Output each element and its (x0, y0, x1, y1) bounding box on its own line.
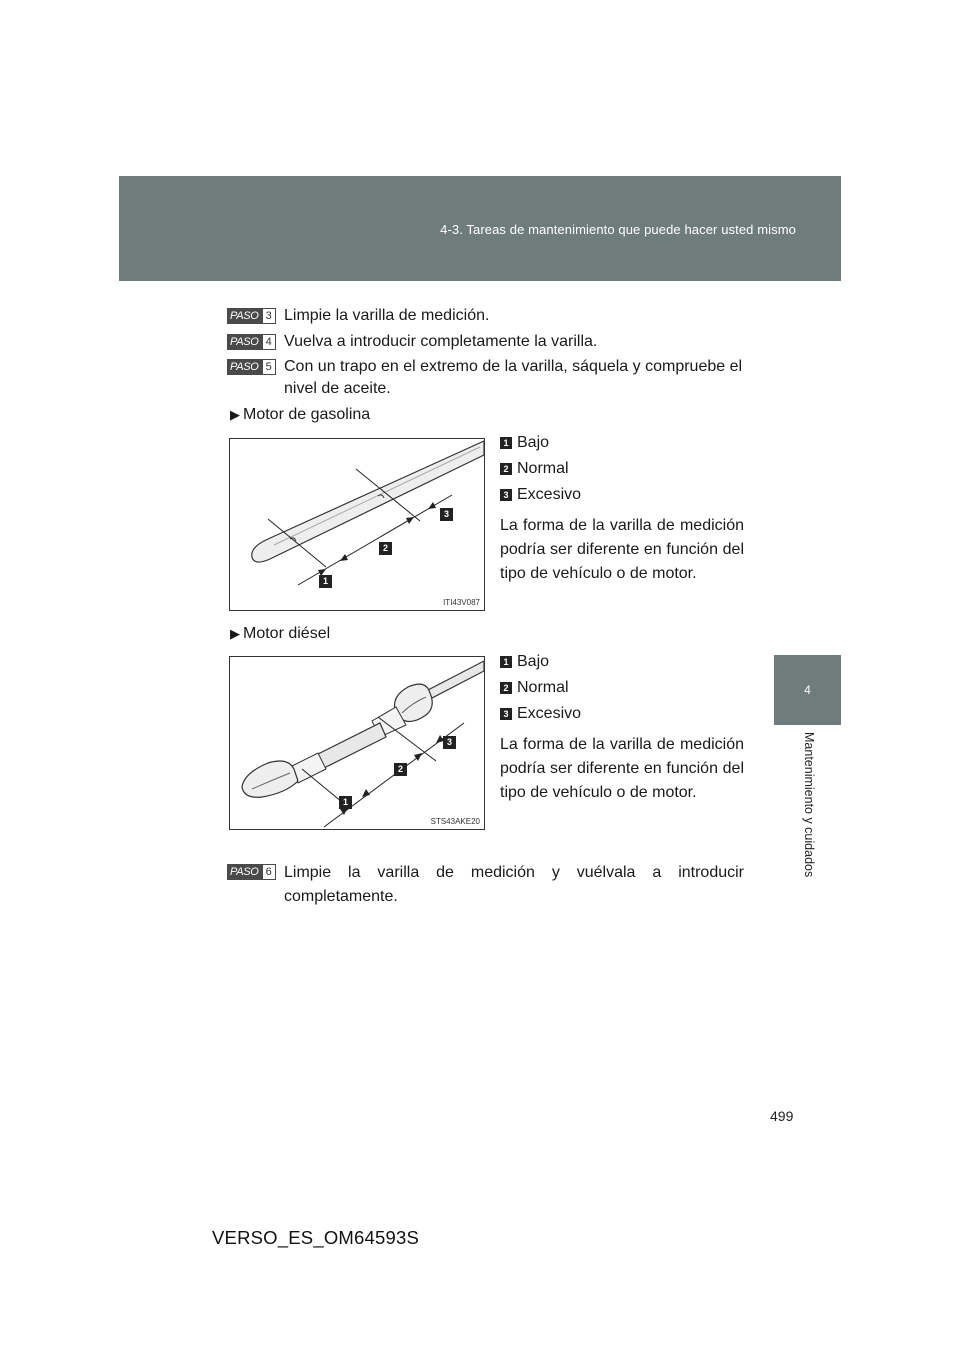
legend-item (500, 677, 744, 703)
engine-heading-diesel (230, 623, 330, 645)
callout-excessive: 3 (443, 736, 456, 749)
step-badge-number: 6 (262, 864, 276, 880)
dipstick-figure-gasoline (229, 438, 485, 611)
step-badge-label: PASO (227, 334, 262, 350)
legend-number-box: 3 (500, 708, 512, 720)
legend-number-box: 2 (500, 463, 512, 475)
figure-code: ITI43V087 (443, 598, 480, 607)
legend-item (500, 703, 744, 729)
step-text: Vuelva a introducir completamente la varilla. (284, 333, 598, 350)
step-badge (227, 359, 276, 375)
legend-label: Normal (517, 460, 569, 477)
legend-item (500, 458, 744, 484)
dipstick-figure-diesel (229, 656, 485, 830)
legend-item (500, 651, 744, 677)
chapter-tab-number: 4 (774, 655, 841, 725)
chapter-tab-title: Mantenimiento y cuidados (802, 732, 816, 878)
step-5 (227, 356, 744, 400)
step-3 (227, 305, 744, 327)
callout-normal: 2 (379, 542, 392, 555)
legend-diesel (500, 651, 744, 805)
section-header (119, 176, 841, 281)
step-badge (227, 308, 276, 324)
step-badge-number: 5 (262, 359, 276, 375)
figure-code: STS43AKE20 (430, 817, 480, 826)
callout-normal: 2 (394, 763, 407, 776)
step-badge (227, 334, 276, 350)
legend-item (500, 432, 744, 458)
document-code: VERSO_ES_OM64593S (212, 1227, 420, 1248)
step-text: Limpie la varilla de medición. (284, 307, 490, 324)
step-text: Limpie la varilla de medición y vuélvala a introducir completamente. (284, 864, 744, 905)
legend-label: Excesivo (517, 705, 582, 722)
step-badge-number: 3 (262, 308, 276, 324)
legend-note: La forma de la varilla de medición podría ser diferente en función del tipo de vehículo o de motor. (500, 736, 744, 801)
callout-low: 1 (319, 575, 332, 588)
callout-excessive: 3 (440, 508, 453, 521)
callout-low: 1 (339, 796, 352, 809)
engine-heading-text: Motor de gasolina (243, 406, 371, 423)
step-6 (227, 861, 744, 909)
triangle-bullet-icon: ▶ (230, 407, 240, 422)
legend-number-box: 3 (500, 489, 512, 501)
section-title: 4-3. Tareas de mantenimiento que puede hacer usted mismo (440, 222, 796, 237)
step-badge-label: PASO (227, 308, 262, 324)
legend-item (500, 484, 744, 510)
legend-number-box: 2 (500, 682, 512, 694)
step-badge-label: PASO (227, 864, 262, 880)
step-badge-label: PASO (227, 359, 262, 375)
legend-label: Bajo (517, 653, 550, 670)
page-number: 499 (770, 1108, 794, 1124)
step-badge-number: 4 (262, 334, 276, 350)
legend-number-box: 1 (500, 437, 512, 449)
dipstick-illustration-gasoline (230, 439, 484, 610)
legend-label: Excesivo (517, 486, 582, 503)
legend-note: La forma de la varilla de medición podría ser diferente en función del tipo de vehículo o de motor. (500, 517, 744, 582)
engine-heading-text: Motor diésel (243, 625, 331, 642)
step-badge (227, 864, 276, 880)
step-4 (227, 331, 744, 353)
legend-label: Normal (517, 679, 569, 696)
legend-number-box: 1 (500, 656, 512, 668)
step-text: Con un trapo en el extremo de la varilla, sáquela y compruebe el nivel de aceite. (284, 358, 743, 397)
legend-gasoline (500, 432, 744, 586)
triangle-bullet-icon: ▶ (230, 626, 240, 641)
legend-label: Bajo (517, 434, 550, 451)
engine-heading-gasoline (230, 404, 370, 426)
